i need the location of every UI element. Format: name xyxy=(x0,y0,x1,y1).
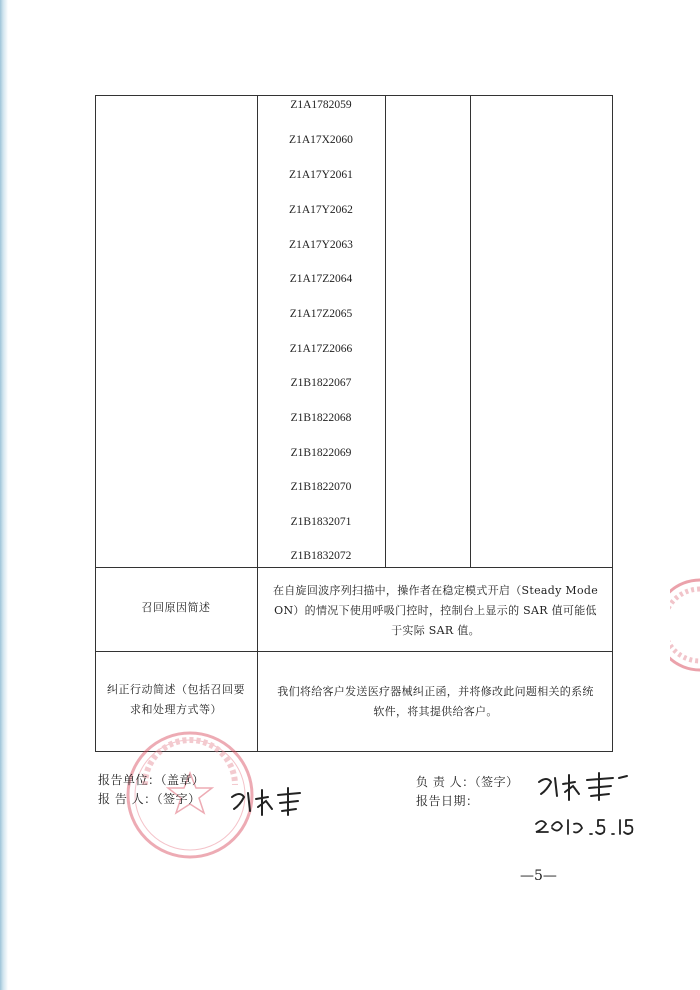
corrective-action-label xyxy=(95,680,257,720)
reporter-label: 报 告 人：（签字） xyxy=(98,792,201,806)
model-item: Z1A17Z2065 xyxy=(289,308,353,320)
model-item: Z1A17Z2066 xyxy=(289,343,353,355)
edge-seal xyxy=(670,575,700,675)
report-date-label: 报告日期： xyxy=(416,794,479,808)
model-item: Z1B1822068 xyxy=(290,412,352,424)
model-item: Z1A17Y2063 xyxy=(289,239,353,251)
table-row-divider xyxy=(95,651,613,652)
model-item: Z1B1832072 xyxy=(290,550,352,562)
table-left-border xyxy=(95,95,96,752)
table-column-divider xyxy=(470,95,471,567)
corrective-action-label-line: 纠正行动简述（包括召回要 xyxy=(107,683,245,696)
corrective-action-text xyxy=(263,682,608,722)
corrective-action-label-line: 求和处理方式等） xyxy=(130,703,222,716)
model-item: Z1B1832071 xyxy=(290,516,352,528)
model-item: Z1A17Z2064 xyxy=(289,273,353,285)
page-edge xyxy=(0,0,8,990)
table-right-border xyxy=(612,95,613,752)
table-column-divider xyxy=(385,95,386,567)
recall-reason-text xyxy=(263,581,608,641)
model-item: Z1A17X2060 xyxy=(289,134,353,146)
model-item: Z1B1822067 xyxy=(290,377,352,389)
recall-table xyxy=(95,95,613,752)
report-unit-label: 报告单位：（盖章） xyxy=(98,773,205,787)
responsible-signature xyxy=(535,770,635,805)
model-item: Z1A1782059 xyxy=(290,99,352,111)
table-top-border xyxy=(95,95,613,96)
table-row-divider xyxy=(95,567,613,568)
corrective-action-line: 软件，将其提供给客户。 xyxy=(373,705,498,718)
model-item: Z1A17Y2062 xyxy=(289,204,353,216)
reporter-signature xyxy=(228,785,313,820)
recall-reason-line: 于实际 SAR 值。 xyxy=(391,624,480,637)
recall-reason-line: ON）的情况下使用呼吸门控时，控制台上显示的 SAR 值可能低 xyxy=(274,604,597,617)
model-item: Z1B1822070 xyxy=(290,481,352,493)
corrective-action-line: 我们将给客户发送医疗器械纠正函，并将修改此问题相关的系统 xyxy=(277,685,594,698)
model-item: Z1A17Y2061 xyxy=(289,169,353,181)
responsible-label: 负 责 人：（签字） xyxy=(416,775,519,789)
recall-reason-label: 召回原因简述 xyxy=(141,601,211,614)
handwritten-date xyxy=(532,812,642,842)
page-number: —5— xyxy=(520,868,557,884)
recall-reason-line: 在自旋回波序列扫描中，操作者在稳定模式开启（Steady Mode xyxy=(272,584,599,597)
model-item: Z1B1822069 xyxy=(290,447,352,459)
